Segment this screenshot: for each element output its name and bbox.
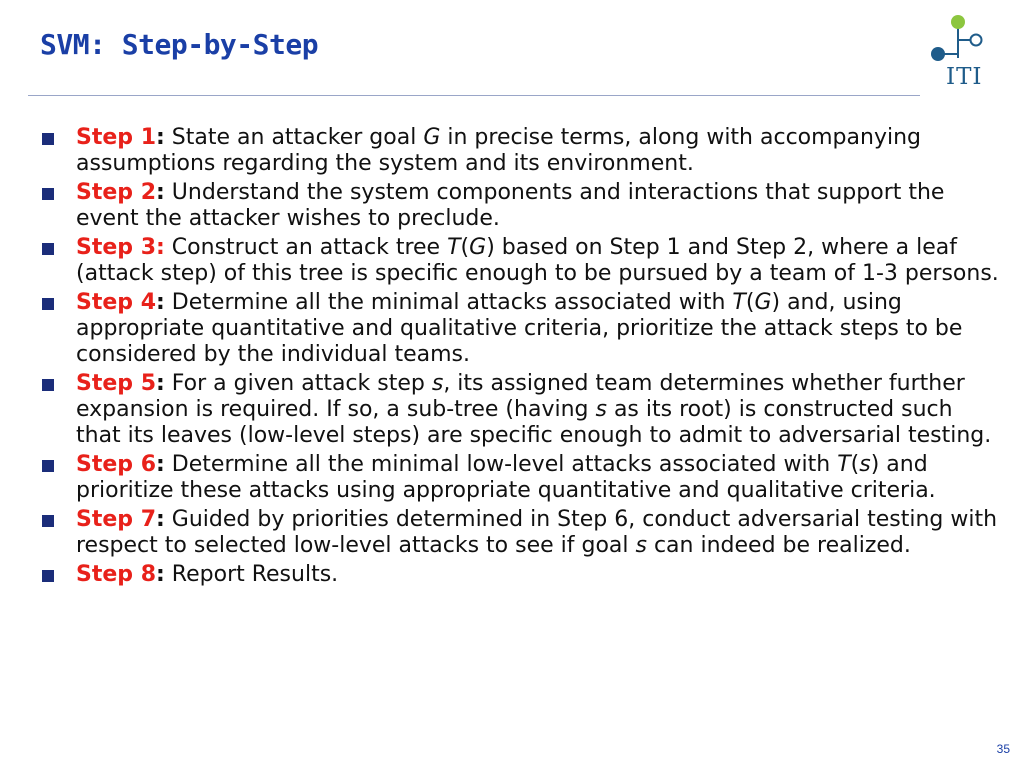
square-bullet-icon	[42, 379, 54, 391]
square-bullet-icon	[42, 515, 54, 527]
step-colon: :	[156, 562, 165, 587]
square-bullet-icon	[42, 460, 54, 472]
step-text: ) and, using appropriate quantitative and qualitative criteria, prioritize the attack steps to be considered by the individual teams.	[76, 290, 963, 367]
step-text: Report Results.	[164, 562, 339, 587]
step-text: (	[460, 235, 470, 260]
step-italic: G	[423, 125, 441, 150]
step-colon: :	[156, 290, 165, 315]
page-number: 35	[996, 742, 1010, 756]
step-item-2	[40, 180, 1000, 232]
step-colon: :	[156, 371, 165, 396]
step-list	[40, 125, 1000, 591]
step-text: , its assigned team determines whether further expansion is required. If so, a sub-tree (having	[76, 371, 965, 422]
step-label: Step 3	[76, 235, 156, 260]
title-divider	[28, 95, 920, 96]
step-text: For a given attack step	[164, 371, 432, 396]
step-item-1	[40, 125, 1000, 177]
step-colon: :	[156, 452, 165, 477]
step-italic: G	[754, 290, 772, 315]
step-item-5	[40, 371, 1000, 449]
step-label: Step 6	[76, 452, 156, 477]
step-item-8	[40, 562, 1000, 588]
step-item-4	[40, 290, 1000, 368]
step-label: Step 5	[76, 371, 156, 396]
step-italic: T	[447, 235, 461, 260]
step-colon: :	[156, 125, 165, 150]
step-text: as its root) is constructed such that its leaves (low-level steps) are specific enough to admit to adversarial testing.	[76, 397, 992, 448]
step-colon: :	[156, 507, 165, 532]
square-bullet-icon	[42, 298, 54, 310]
step-text: Determine all the minimal low-level attacks associated with	[164, 452, 838, 477]
step-label: Step 7	[76, 507, 156, 532]
step-label: Step 2	[76, 180, 156, 205]
step-text: ) and prioritize these attacks using appropriate quantitative and qualitative criteria.	[76, 452, 936, 503]
step-italic: s	[431, 371, 444, 396]
square-bullet-icon	[42, 243, 54, 255]
step-text: (	[745, 290, 755, 315]
step-item-6	[40, 452, 1000, 504]
slide-title: SVM: Step-by-Step	[40, 28, 319, 61]
step-text: (	[850, 452, 860, 477]
step-item-7	[40, 507, 1000, 559]
step-text: in precise terms, along with accompanying assumptions regarding the system and its environment.	[76, 125, 921, 176]
step-label: Step 8	[76, 562, 156, 587]
step-colon: :	[156, 180, 165, 205]
step-italic: s	[595, 397, 607, 422]
step-label: Step 4	[76, 290, 156, 315]
step-italic: s	[635, 533, 647, 558]
step-text: Guided by priorities determined in Step 6, conduct adversarial testing with respect to selected low-level attacks to see if goal	[76, 507, 998, 558]
step-item-3	[40, 235, 1000, 287]
step-text: can indeed be realized.	[646, 533, 911, 558]
square-bullet-icon	[42, 133, 54, 145]
square-bullet-icon	[42, 188, 54, 200]
logo-text: ITI	[946, 64, 983, 90]
step-text: Determine all the minimal attacks associated with	[164, 290, 733, 315]
step-text: Construct an attack tree	[164, 235, 448, 260]
step-italic: T	[837, 452, 851, 477]
step-italic: T	[732, 290, 746, 315]
step-text: State an attacker goal	[164, 125, 424, 150]
step-colon: :	[156, 235, 165, 260]
step-italic: G	[469, 235, 487, 260]
step-label: Step 1	[76, 125, 156, 150]
step-text: Understand the system components and interactions that support the event the attacker wishes to preclude.	[76, 180, 945, 231]
step-text: ) based on Step 1 and Step 2, where a leaf (attack step) of this tree is specific enough to be pursued by a team of 1-3 persons.	[76, 235, 999, 286]
step-italic: s	[859, 452, 871, 477]
square-bullet-icon	[42, 570, 54, 582]
